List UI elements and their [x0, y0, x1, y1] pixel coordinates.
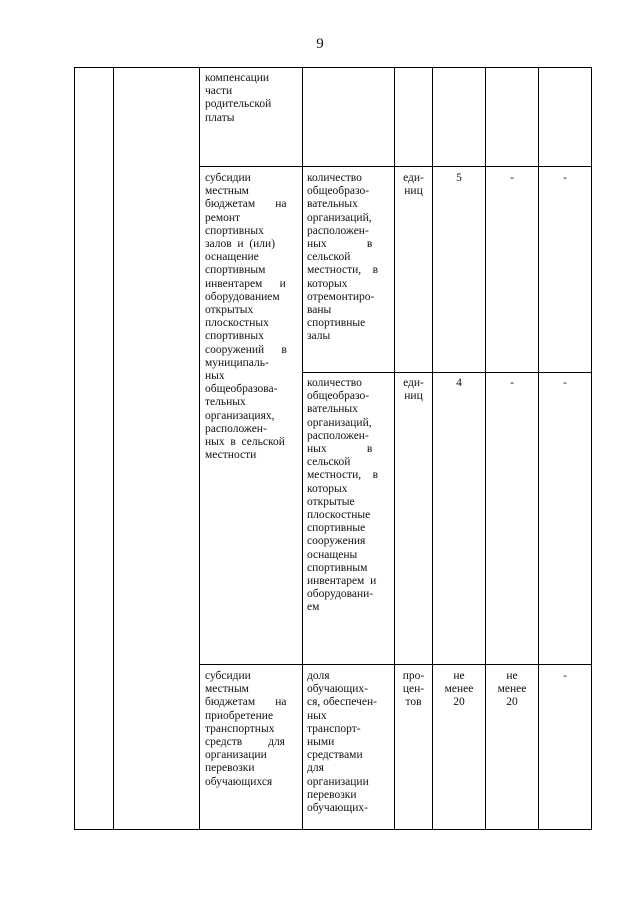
- value-cell: -: [563, 377, 567, 389]
- column-divider-3: [302, 68, 303, 830]
- table-border-bottom: [74, 829, 592, 830]
- value-cell: -: [510, 172, 514, 184]
- event-cell: компенсации части родительской платы: [205, 72, 272, 124]
- event-cell: субсидии местным бюджетам на приобретение транспортных средств для организации перевозки обучающихся: [205, 670, 287, 788]
- table-border-right: [591, 68, 592, 830]
- column-divider-2: [199, 68, 200, 830]
- value-cell: 4: [456, 377, 462, 389]
- indicator-name-cell: количество общеобразо- вательных организаций, расположен- ных в сельской местности, в которых открытые плоскостные спортивные сооружения оснащены спортивным инвентарем и оборудовани- ем: [307, 377, 379, 614]
- indicator-name-cell: доля обучающих- ся, обеспечен- ных транспорт- ными средствами для организации перевозки обучающих-: [307, 670, 377, 815]
- indicator-name-cell: количество общеобразо- вательных организаций, расположен- ных в сельской местности, в которых отремонтиро- ваны спортивные залы: [307, 172, 379, 343]
- value-cell: не менее 20: [497, 670, 527, 709]
- unit-cell: еди- ниц: [403, 377, 424, 403]
- value-cell: не менее 20: [444, 670, 474, 709]
- table-border-left: [74, 68, 75, 830]
- value-cell: -: [563, 670, 567, 682]
- page-number: 9: [316, 36, 324, 52]
- event-cell: субсидии местным бюджетам на ремонт спортивных залов и (или) оснащение спортивным инвентарем и оборудованием открытых плоскостных спортивных сооружений в муниципаль- ных общеобразова- тельных организациях, расположен- ных в сельской местности: [205, 172, 287, 462]
- unit-cell: еди- ниц: [403, 172, 424, 198]
- unit-cell: про- цен- тов: [402, 670, 425, 709]
- column-divider-1: [113, 68, 114, 830]
- table-border-top: [74, 67, 592, 68]
- row-divider-1: [199, 166, 592, 167]
- value-cell: 5: [456, 172, 462, 184]
- value-cell: -: [563, 172, 567, 184]
- row-divider-3: [199, 664, 592, 665]
- row-divider-2: [302, 372, 592, 373]
- value-cell: -: [510, 377, 514, 389]
